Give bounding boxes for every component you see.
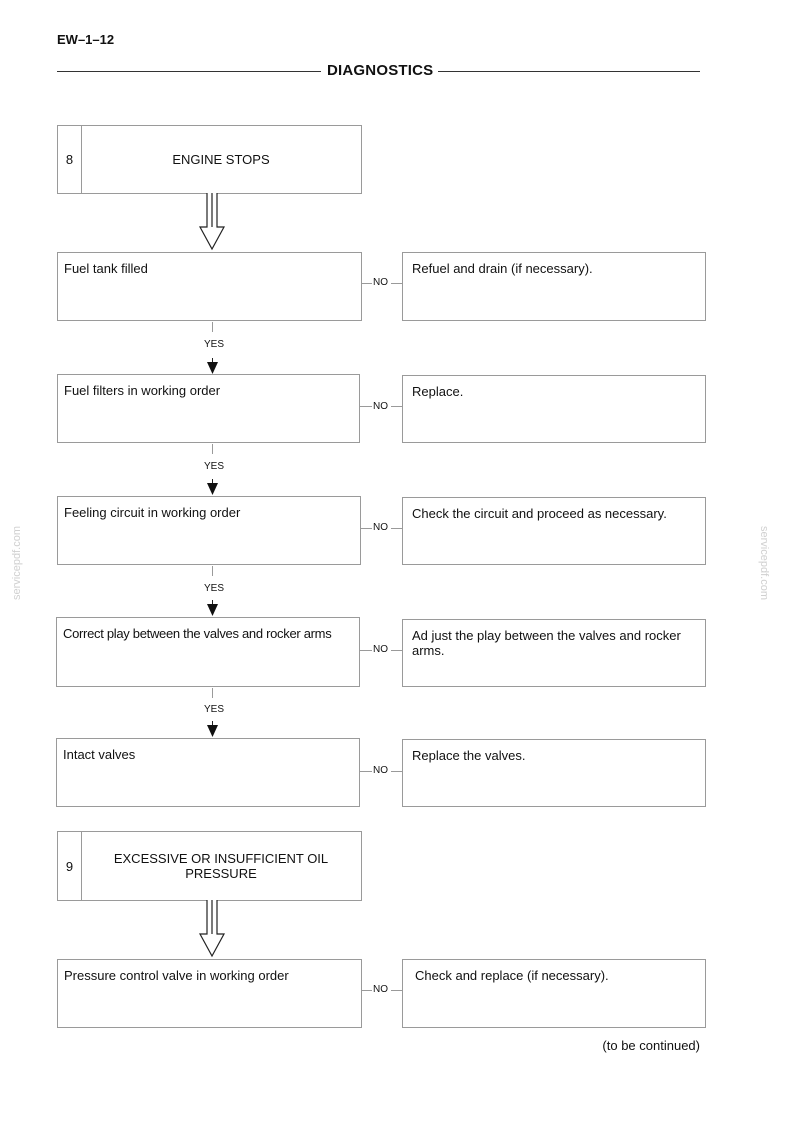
question-box [56,617,360,687]
no-connector-right [391,990,402,991]
yes-label: YES [204,461,225,472]
section-header-9 [57,831,362,901]
watermark-right: servicepdf.com [757,526,770,600]
question-box [57,252,362,321]
question-text: Intact valves [63,747,136,762]
action-text: Check and replace (if necessary). [415,968,609,983]
no-connector-right [391,650,402,651]
action-text: Replace. [412,384,464,399]
question-text: Fuel tank filled [64,261,148,276]
action-box [402,619,706,687]
action-text: Replace the valves. [412,748,526,763]
question-box [57,374,360,443]
action-text: Ad just the play between the valves and rocker arms. [412,628,681,658]
hollow-down-arrow-icon [197,193,227,251]
no-connector-right [391,283,402,284]
yes-connector-top [212,566,213,576]
watermark-left: servicepdf.com [10,526,23,600]
question-text: Fuel filters in working order [64,383,221,398]
section-header-8 [57,125,362,194]
action-box [402,252,706,321]
no-connector-left [362,990,372,991]
down-arrow-icon [206,479,219,495]
section-title: DIAGNOSTICS [327,62,434,79]
hollow-down-arrow-icon [197,900,227,958]
no-label: NO [373,401,388,412]
yes-connector-top [212,444,213,454]
no-connector-left [362,283,372,284]
header-rule-right [438,71,700,72]
no-connector-right [391,406,402,407]
section-number: 8 [58,126,82,193]
action-box [402,959,706,1028]
continued-note: (to be continued) [602,1038,700,1053]
yes-label: YES [204,339,225,350]
no-connector-left [361,528,372,529]
yes-connector-top [212,322,213,332]
section-number: 9 [58,832,82,900]
action-text: Refuel and drain (if necessary). [412,261,593,276]
question-text: Correct play between the valves and rocker arms [63,626,332,641]
question-box [56,738,360,807]
section-header-title: EXCESSIVE OR INSUFFICIENT OIL PRESSURE [113,851,329,881]
action-box [402,739,706,807]
yes-label: YES [204,583,225,594]
no-label: NO [373,644,388,655]
question-text: Feeling circuit in working order [64,505,241,520]
no-connector-left [360,650,372,651]
no-label: NO [373,765,388,776]
down-arrow-icon [206,721,219,737]
yes-connector-top [212,688,213,698]
no-connector-left [360,406,372,407]
no-label: NO [373,277,388,288]
yes-label: YES [204,704,225,715]
no-connector-left [360,771,372,772]
question-box [57,496,361,565]
action-box [402,497,706,565]
action-box [402,375,706,443]
header-rule-left [57,71,321,72]
down-arrow-icon [206,600,219,616]
page-code: EW–1–12 [57,32,115,47]
down-arrow-icon [206,358,219,374]
no-label: NO [373,984,388,995]
action-text: Check the circuit and proceed as necessary. [412,506,667,521]
no-connector-right [391,528,402,529]
question-box [57,959,362,1028]
no-connector-right [391,771,402,772]
question-text: Pressure control valve in working order [64,968,289,983]
no-label: NO [373,522,388,533]
section-header-title: ENGINE STOPS [172,152,270,167]
